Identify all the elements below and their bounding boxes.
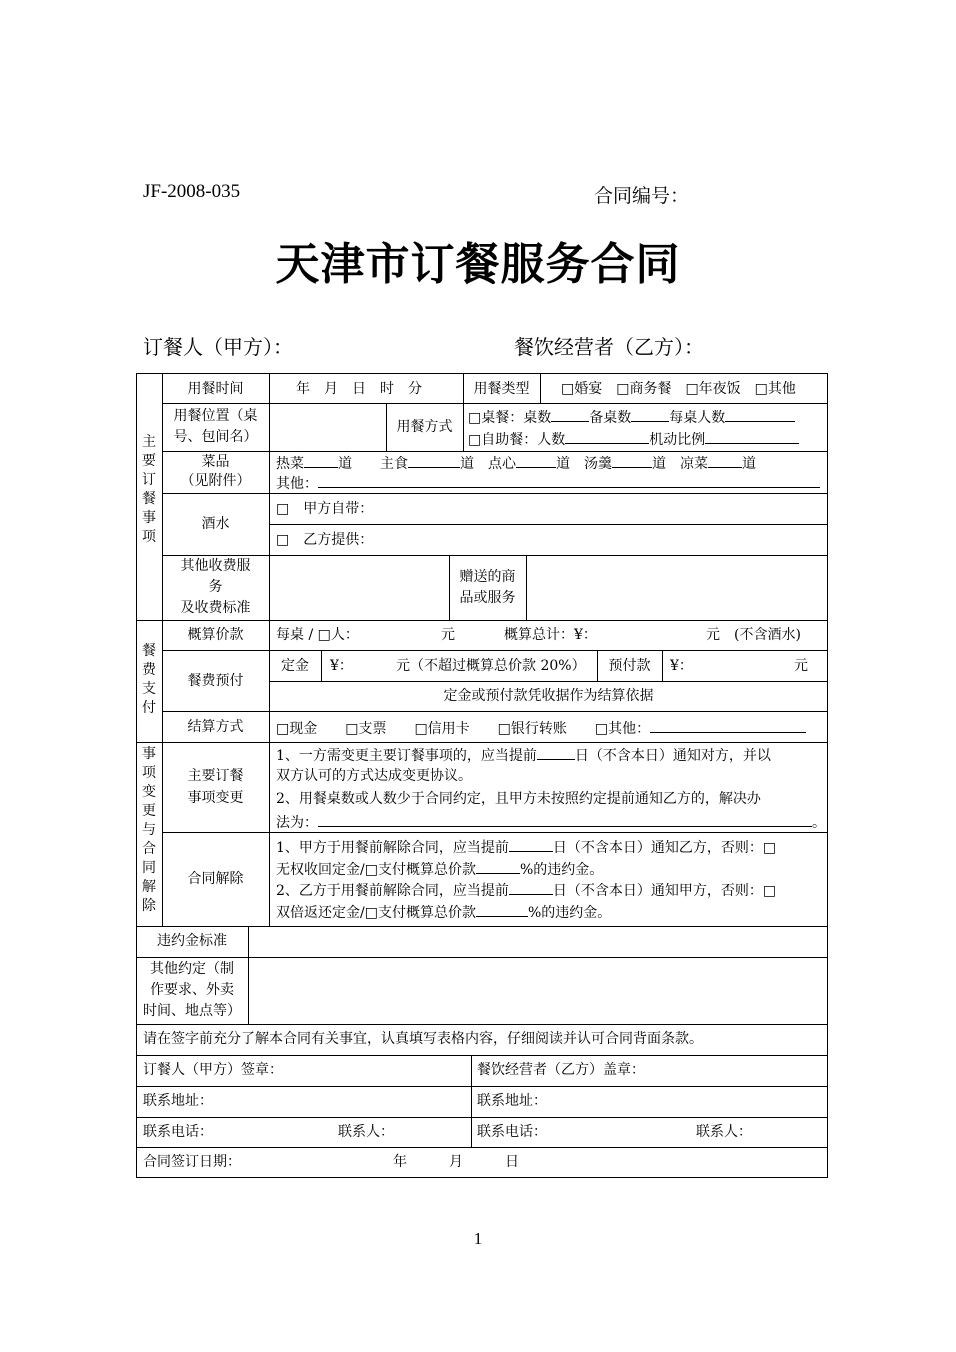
dishes-other[interactable]: 其他： [276,472,820,494]
other-terms-label-line3: 时间、地点等） [143,1003,241,1019]
deposit-note: 元（不超过概算总价款 20%） [396,658,586,674]
cancel-clause-2: 2、乙方于用餐前解除合同，应当提前 日（不含本日）通知甲方，否则：□ [276,879,776,901]
meal-time-field[interactable]: 年 月 日 时 分 [296,381,422,397]
meal-time-label: 用餐时间 [187,381,244,397]
other-fee-label-line1: 其他收费服 [180,558,251,574]
party-a-address[interactable]: 联系地址： [143,1093,213,1109]
change-clause-1: 1、一方需变更主要订餐事项的，应当提前 日（不含本日）通知对方，并以 [276,744,771,766]
estimate-label: 概算价款 [187,627,244,643]
estimate-total[interactable]: 概算总计：¥： [504,627,597,643]
advance-unit: 元 [794,658,808,674]
signing-date-label: 合同签订日期： [143,1154,241,1170]
meal-type-options[interactable]: □婚宴 □商务餐 □年夜饭 □其他 [561,381,796,397]
party-b-address[interactable]: 联系地址： [477,1093,547,1109]
prepay-label: 餐费预付 [187,673,244,689]
gift-label-line1: 赠送的商 [459,569,516,585]
buffet-option[interactable]: □自助餐：人数 机动比例 [468,428,799,450]
cancel-clause-1: 1、甲方于用餐前解除合同，应当提前 日（不含本日）通知乙方，否则：□ [276,836,776,858]
estimate-per-unit: 元 [441,627,455,643]
cancel-clause-2-cont: 双倍返还定金/□支付概算总价款 %的违约金。 [276,901,611,923]
party-a-label: 订餐人（甲方）： [143,335,293,359]
dishes-label-line1: 菜品 [201,454,230,470]
cancel-label: 合同解除 [187,871,244,887]
dishes-counts[interactable]: 热菜 道 主食 道 点心 道 汤羹 道 凉菜 道 [276,452,756,474]
other-fee-label-line3: 及收费标准 [180,600,251,616]
document-title: 天津市订餐服务合同 [275,239,681,290]
cancel-clause-1-cont: 无权收回定金/□支付概算总价款 %的违约金。 [276,858,603,880]
section-change-cancel: 事项变更与合同解除 [142,746,156,914]
page-number: 1 [473,1229,483,1248]
advance-amount[interactable]: ¥： [670,658,693,674]
contract-number-label: 合同编号： [594,185,690,207]
change-label-line2: 事项变更 [187,790,244,806]
drinks-label: 酒水 [201,516,230,532]
change-clause-1-cont: 双方认可的方式达成变更协议。 [276,768,472,784]
document-code: JF-2008-035 [143,181,241,202]
other-terms-label-line1: 其他约定（制 [150,961,234,977]
party-b-contact[interactable]: 联系人： [696,1124,752,1140]
estimate-total-unit: 元 (不含酒水) [706,627,801,643]
settlement-label: 结算方式 [187,719,244,735]
penalty-label: 违约金标准 [157,933,227,949]
estimate-per-table[interactable]: 每桌 / □人： [276,627,359,643]
section-payment: 餐费支付 [142,643,156,716]
other-terms-label-line2: 作要求、外卖 [150,982,234,998]
table-meal-option[interactable]: □桌餐：桌数 备桌数 每桌人数 [468,406,795,428]
other-fee-label-line2: 务 [208,579,223,595]
drinks-party-b[interactable]: □ 乙方提供： [276,532,374,548]
signing-notice: 请在签字前充分了解本合同有关事宜，认真填写表格内容，仔细阅读并认可合同背面条款。 [143,1031,703,1047]
deposit-amount[interactable]: ¥： [330,658,353,674]
party-a-contact[interactable]: 联系人： [338,1124,394,1140]
party-b-phone[interactable]: 联系电话： [477,1124,547,1140]
signing-date-field[interactable]: 年 月 日 [393,1154,519,1170]
party-a-signature[interactable]: 订餐人（甲方）签章： [143,1062,283,1078]
drinks-party-a[interactable]: □ 甲方自带： [276,501,374,517]
location-label-line1: 用餐位置（桌 [173,408,258,424]
dishes-label-line2: （见附件） [180,473,251,489]
meal-method-label: 用餐方式 [396,419,453,435]
party-a-phone[interactable]: 联系电话： [143,1124,213,1140]
change-label-line1: 主要订餐 [187,768,244,784]
deposit-basis-note: 定金或预付款凭收据作为结算依据 [443,688,654,704]
location-label-line2: 号、包间名） [173,429,258,445]
change-clause-2: 2、用餐桌数或人数少于合同约定，且甲方未按照约定提前通知乙方的，解决办 [276,791,761,807]
settlement-options[interactable]: □现金 □支票 □信用卡 □银行转账 □其他： [276,717,806,739]
gift-label-line2: 品或服务 [459,590,516,606]
party-b-seal[interactable]: 餐饮经营者（乙方）盖章： [477,1062,645,1078]
section-main-items: 主要订餐事项 [142,434,156,545]
advance-label: 预付款 [608,658,651,674]
party-b-label: 餐饮经营者（乙方）： [514,335,704,359]
change-clause-2-cont[interactable]: 法为： 。 [276,811,826,833]
deposit-label: 定金 [281,658,309,674]
meal-type-label: 用餐类型 [473,381,530,397]
